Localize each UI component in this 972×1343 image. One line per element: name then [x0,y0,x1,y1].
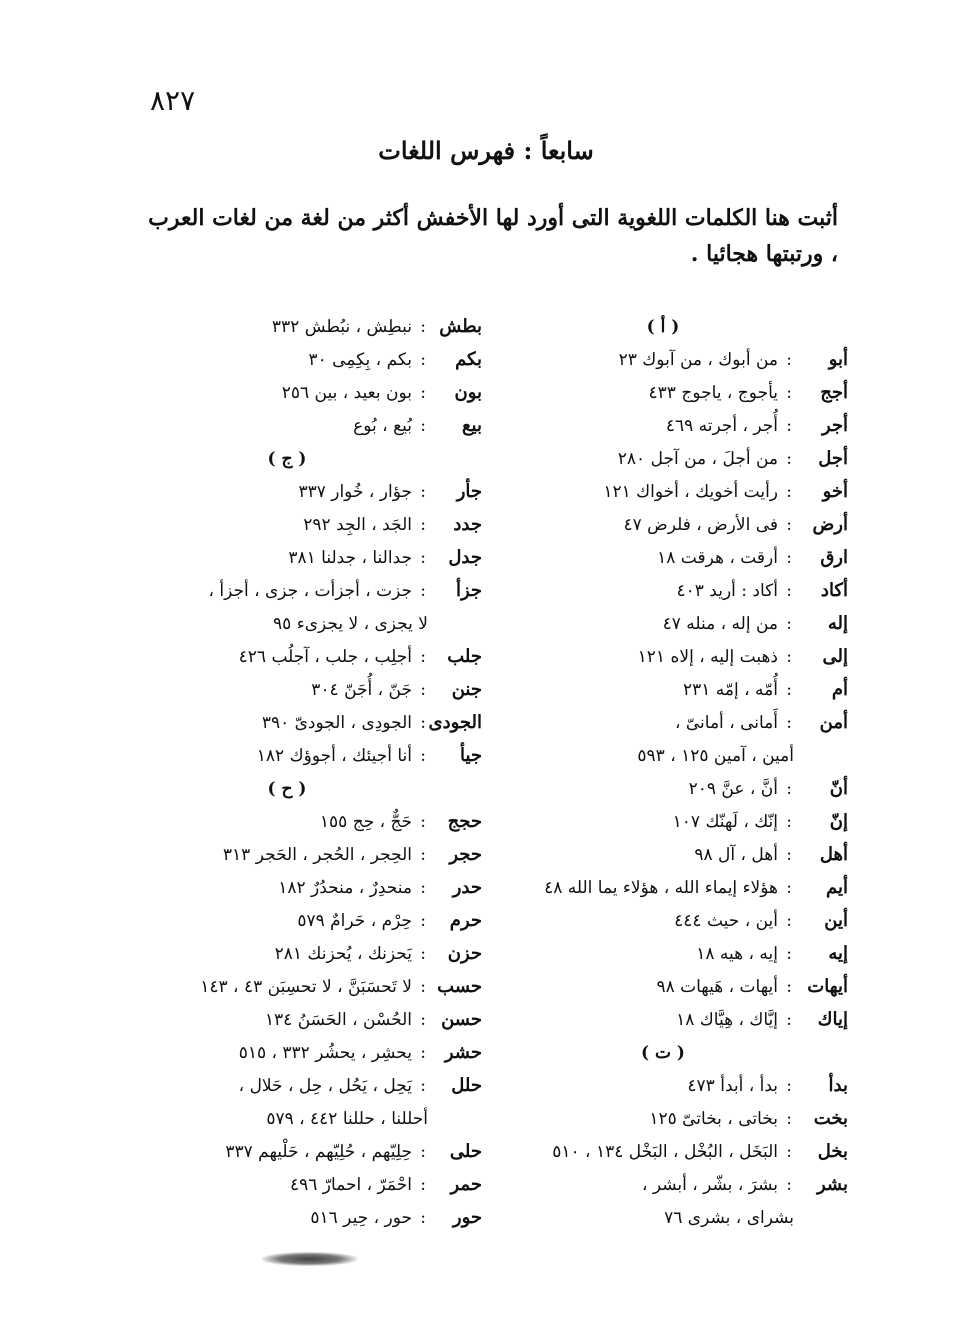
index-column-right [518,312,848,1236]
entry-root: ارق [820,547,848,568]
entry-root: أيم [826,877,848,898]
entry-forms: بشرَ ، بشّر ، أبشر ، [641,1175,778,1195]
index-entry [152,906,482,939]
entry-forms: البَخَل ، البُخْل ، البَخْل ١٣٤ ، ٥١٠ [552,1142,778,1162]
entry-forms: أحللنا ، حللنا ٤٤٢ ، ٥٧٩ [266,1109,428,1129]
index-entry [152,576,482,609]
index-entry [518,609,848,642]
entry-colon: : [786,1076,792,1096]
section-letter [518,1038,848,1071]
entry-colon: : [420,977,426,997]
entry-colon: : [420,812,426,832]
entry-forms: جؤار ، خُوار ٣٣٧ [298,482,412,502]
entry-forms: أجلِب ، جلب ، آجلُب ٤٢٦ [238,647,412,667]
entry-root: أمن [819,712,848,733]
section-letter [152,444,482,477]
entry-colon: : [420,746,426,766]
index-entry [518,939,848,972]
entry-forms: منحدِرٌ ، منحدُرٌ ١٨٢ [278,878,412,898]
entry-colon: : [786,1010,792,1030]
entry-root: أجل [818,448,848,469]
entry-colon: : [786,878,792,898]
entry-forms: الجودِى ، الجودىّ ٣٩٠ [261,713,412,733]
index-entry [518,576,848,609]
entry-colon: : [786,911,792,931]
entry-root: إياك [817,1009,848,1030]
entry-colon: : [786,977,792,997]
index-entry [152,708,482,741]
section-label: ( ت ) [641,1043,685,1063]
entry-colon: : [786,713,792,733]
index-entry [152,510,482,543]
section-letter [152,774,482,807]
entry-colon: : [786,680,792,700]
entry-forms: أكاد : أريد ٤٠٣ [676,581,778,601]
entry-forms: بُيع ، بُوع [353,416,412,436]
entry-forms: رأيت أخويك ، أخواك ١٢١ [603,482,778,502]
index-entry [152,939,482,972]
index-entry [518,840,848,873]
entry-root: حشر [444,1042,482,1063]
entry-forms: إنّك ، لَهنّك ١٠٧ [672,812,778,832]
entry-colon: : [786,845,792,865]
index-entry [518,444,848,477]
entry-root: بخل [817,1141,848,1162]
index-entry [152,1038,482,1071]
entry-forms: فى الأرض ، فلرض ٤٧ [623,515,778,535]
entry-colon: : [786,383,792,403]
entry-forms: حَجٌّ ، حِج ١٥٥ [319,812,412,832]
entry-root: إلى [822,646,848,667]
entry-forms: يَحزنك ، يُحزنك ٢٨١ [274,944,412,964]
entry-root: بكم [455,349,482,370]
index-entry [518,1005,848,1038]
entry-colon: : [786,1109,792,1129]
index-entry [152,807,482,840]
entry-colon: : [420,1175,426,1195]
entry-root: أهل [819,844,848,865]
entry-colon: : [420,1043,426,1063]
index-entry [518,708,848,741]
index-entry [518,510,848,543]
index-entry [518,543,848,576]
entry-colon: : [420,944,426,964]
entry-forms: الجَد ، الجِد ٢٩٢ [303,515,412,535]
entry-root: إيه [828,943,848,964]
entry-colon: : [786,515,792,535]
entry-root: إله [827,613,848,634]
entry-colon: : [786,1175,792,1195]
entry-forms: أهل ، آل ٩٨ [694,845,778,865]
entry-forms: ذهبت إليه ، إلاه ١٢١ [637,647,778,667]
entry-forms: أُجر ، أجرته ٤٦٩ [665,416,778,436]
index-entry [152,1005,482,1038]
index-entry [152,642,482,675]
entry-forms: يَحِل ، يَحُل ، حِل ، حَلال ، [238,1076,412,1096]
entry-root: بيع [461,415,482,436]
entry-colon: : [420,581,426,601]
entry-colon: : [786,812,792,832]
section-label: ( ح ) [267,779,307,799]
entry-colon: : [786,449,792,469]
entry-root: حسب [437,976,482,997]
entry-root: أخو [822,481,848,502]
entry-root: جأر [456,481,482,502]
page-number: ٨٢٧ [150,84,196,117]
entry-colon: : [420,416,426,436]
entry-forms: حور ، حِير ٥١٦ [310,1208,412,1228]
entry-root: أرض [812,514,848,535]
entry-forms: أيهات ، هَيهات ٩٨ [656,977,778,997]
entry-forms: جدالنا ، جدلنا ٣٨١ [288,548,412,568]
entry-root: حجر [449,844,482,865]
entry-colon: : [420,845,426,865]
intro-paragraph: أثبت هنا الكلمات اللغوية التى أورد لها الأخفش أكثر من لغة من لغات العرب ، ورتبتها هجائيا . [148,205,838,267]
entry-colon: : [786,614,792,634]
index-entry [152,411,482,444]
entry-root: الجودى [428,712,482,733]
entry-forms: بخاتى ، بخاتىّ ١٢٥ [649,1109,778,1129]
index-entry [518,1137,848,1170]
entry-root: جدل [448,547,482,568]
entry-root: أجج [820,382,848,403]
entry-forms: من أجلَ ، من آجل ٢٨٠ [617,449,778,469]
entry-root: حزن [447,943,482,964]
entry-colon: : [786,779,792,799]
entry-forms: حِرْم ، حَرامٌ ٥٧٩ [297,911,412,931]
index-entry [518,477,848,510]
index-entry [152,1137,482,1170]
index-entry [518,807,848,840]
index-entry [152,543,482,576]
entry-forms: الحُسْن ، الحَسَنُ ١٣٤ [264,1010,412,1030]
entry-root: أين [824,910,848,931]
section-letter [518,312,848,345]
entry-forms: الحِجر ، الحُجر ، الحَجر ٣١٣ [222,845,412,865]
entry-forms: من إله ، منله ٤٧ [662,614,778,634]
entry-forms: أنا أجيئك ، أجوؤك ١٨٢ [256,746,412,766]
entry-root: حجج [447,811,482,832]
entry-root: حسن [441,1009,482,1030]
entry-root: إنّ [829,811,848,832]
entry-root: أيهات [807,976,848,997]
entry-root: بطش [439,316,482,337]
index-entry [518,378,848,411]
entry-forms: لا تَحسَبَنَّ ، لا تحسِبَن ٤٣ ، ١٤٣ [200,977,412,997]
entry-root: أم [831,679,848,700]
index-entry [152,675,482,708]
index-entry [152,840,482,873]
entry-colon: : [420,515,426,535]
entry-colon: : [786,944,792,964]
entry-forms: بون بعيد ، بين ٢٥٦ [281,383,412,403]
entry-root: جزأ [455,580,482,601]
entry-root: بون [454,382,482,403]
index-entry [152,1071,482,1104]
index-entry [152,873,482,906]
section-label: ( ج ) [267,449,307,469]
entry-root: حلى [449,1141,482,1162]
entry-root: أجر [821,415,848,436]
index-entry-continuation [152,1104,482,1137]
print-smudge [262,1252,357,1266]
entry-colon: : [420,317,426,337]
index-entry [152,1170,482,1203]
entry-root: جيأ [459,745,482,766]
index-entry [152,345,482,378]
entry-root: حلل [451,1075,482,1096]
index-entry [518,1170,848,1203]
entry-forms: أَمانى ، أمانىّ ، [674,713,778,733]
index-entry [152,477,482,510]
entry-colon: : [786,548,792,568]
entry-colon: : [420,911,426,931]
entry-root: أكاد [820,580,848,601]
entry-forms: هؤلاء إيماء الله ، هؤلاء يما الله ٤٨ [544,878,778,898]
index-entry [518,345,848,378]
entry-colon: : [420,1208,426,1228]
entry-colon: : [420,383,426,403]
index-column-left [152,312,482,1236]
entry-forms: لا يجزى ، لا يجزىء ٩٥ [273,614,428,634]
index-entry [152,972,482,1005]
index-entry [518,1104,848,1137]
entry-colon: : [786,647,792,667]
index-entry [152,312,482,345]
index-entry [152,378,482,411]
index-entry [518,642,848,675]
entry-colon: : [786,1142,792,1162]
entry-root: بدأ [828,1075,848,1096]
index-entry [518,972,848,1005]
index-entry [518,411,848,444]
index-entry [518,774,848,807]
entry-root: جنن [451,679,482,700]
entry-root: حدر [452,877,482,898]
entry-colon: : [420,1076,426,1096]
entry-forms: أين ، حيث ٤٤٤ [674,911,778,931]
index-entry [152,741,482,774]
entry-forms: حِلِيّهم ، حُلِيّهم ، حَلْيهم ٣٣٧ [225,1142,412,1162]
entry-colon: : [420,482,426,502]
entry-colon: : [420,713,426,733]
entry-colon: : [420,647,426,667]
entry-forms: نبطِش ، نبُطش ٣٣٢ [271,317,412,337]
entry-colon: : [786,482,792,502]
index-entry-continuation [152,609,482,642]
entry-root: جلب [447,646,482,667]
entry-forms: أنَّ ، عنَّ ٢٠٩ [688,779,778,799]
entry-forms: من أبوك ، من آبوك ٢٣ [618,350,778,370]
entry-colon: : [786,581,792,601]
entry-forms: أمين ، آمين ١٢٥ ، ٥٩٣ [637,746,794,766]
entry-colon: : [420,680,426,700]
entry-colon: : [420,878,426,898]
entry-root: بخت [813,1108,848,1129]
entry-forms: جزت ، أجزأت ، جزى ، أجزأ ، [208,581,412,601]
index-entry [518,873,848,906]
entry-colon: : [420,350,426,370]
index-entry-continuation [518,741,848,774]
entry-forms: أرقت ، هرقت ١٨ [657,548,778,568]
entry-forms: بشراى ، بشرى ٧٦ [664,1208,794,1228]
entry-forms: إيه ، هيه ١٨ [696,944,778,964]
entry-root: حرم [449,910,482,931]
entry-forms: يأجوج ، ياجوج ٤٣٣ [648,383,778,403]
section-label: ( أ ) [646,317,680,337]
page-title: سابعاً : فهرس اللغات [378,136,594,165]
index-entry-continuation [518,1203,848,1236]
entry-root: أنّ [829,778,848,799]
entry-root: حمر [450,1174,482,1195]
entry-root: بشر [817,1174,848,1195]
entry-forms: إيَّاك ، هِيَّاك ١٨ [676,1010,778,1030]
entry-colon: : [786,350,792,370]
index-entry [152,1203,482,1236]
entry-root: أبو [828,349,848,370]
index-entry [518,1071,848,1104]
index-entry [518,906,848,939]
entry-forms: بكم ، بِكِمِى ٣٠ [308,350,412,370]
index-entry [518,675,848,708]
entry-root: حور [452,1207,482,1228]
entry-forms: يحشِر ، يحشُر ٣٣٢ ، ٥١٥ [238,1043,412,1063]
entry-root: جدد [453,514,482,535]
entry-colon: : [420,548,426,568]
entry-forms: بدأ ، أبدأ ٤٧٣ [687,1076,778,1096]
entry-forms: جَنّ ، أُجَنّ ٣٠٤ [311,680,412,700]
entry-colon: : [786,416,792,436]
entry-forms: أُمّه ، إمّه ٢٣١ [683,680,778,700]
entry-forms: احْمَرّ ، احمارّ ٤٩٦ [290,1175,412,1195]
entry-colon: : [420,1010,426,1030]
entry-colon: : [420,1142,426,1162]
